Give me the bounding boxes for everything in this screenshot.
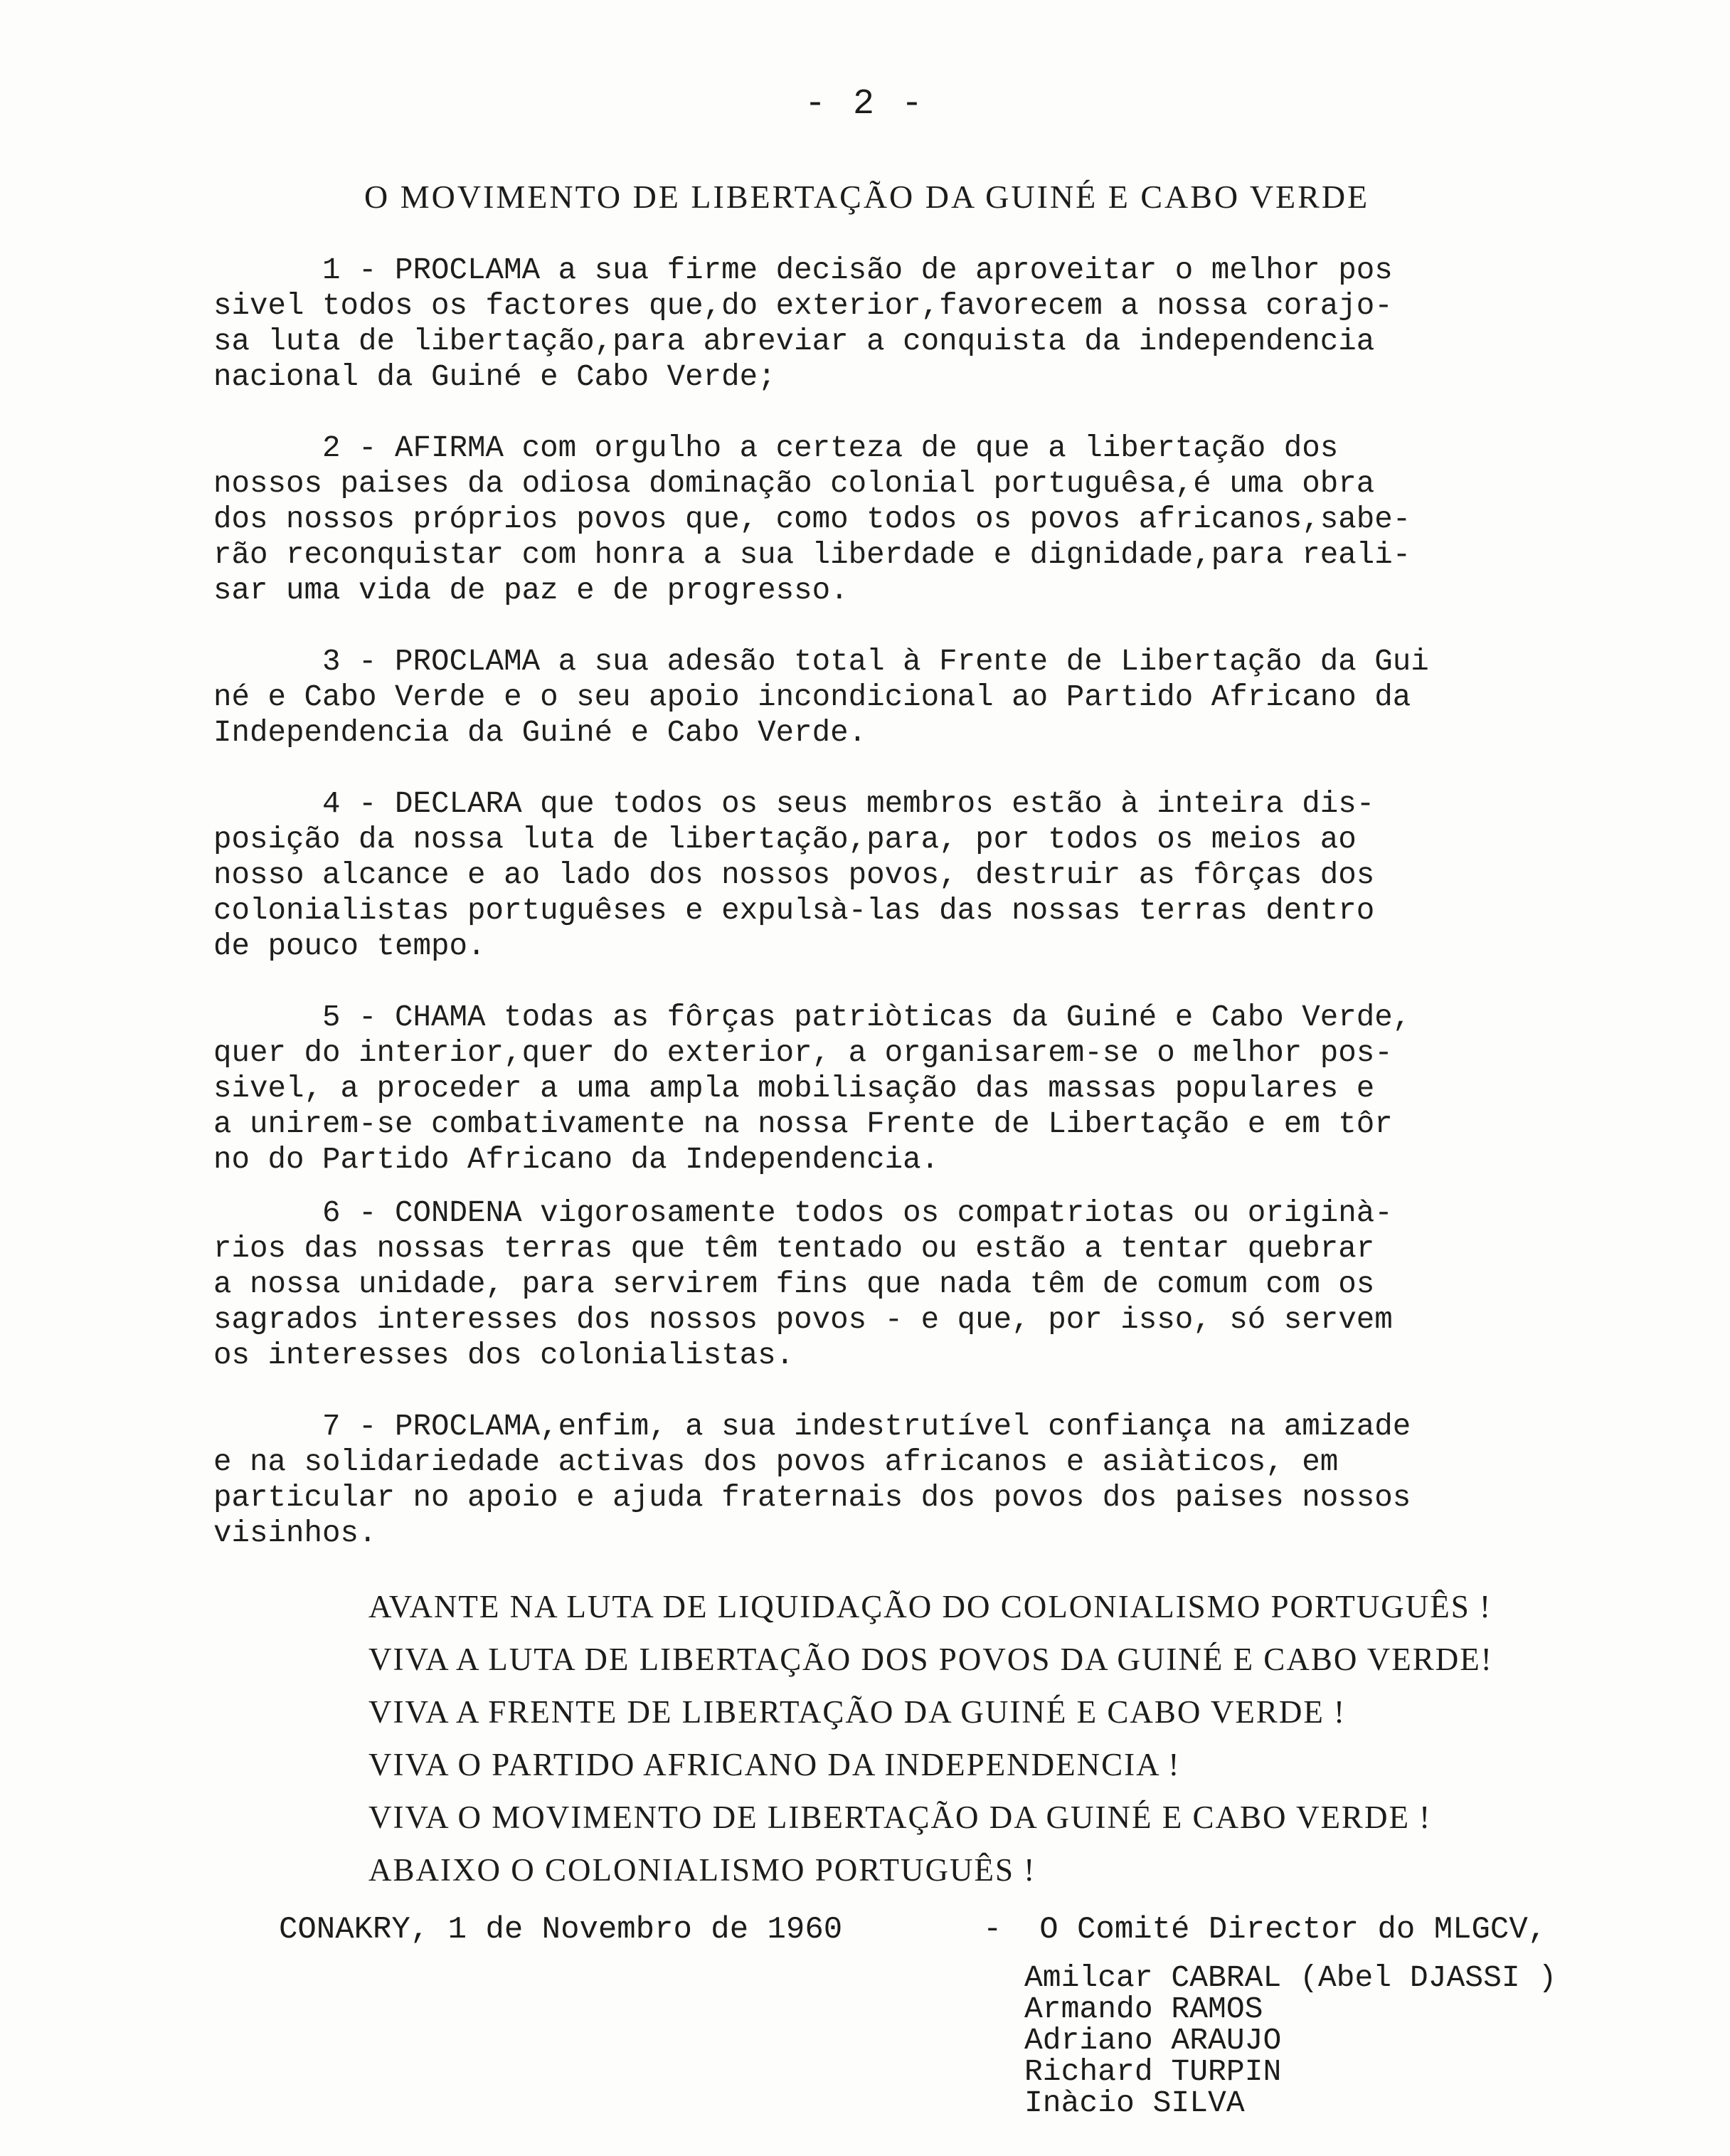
- paragraph-2: 2 - AFIRMA com orgulho a certeza de que a libertação dos nossos paises da odiosa dominação colonial portuguêsa,é uma obra dos nossos próprios povos que, como todos os povos africanos,sabe- rão reconquistar com honra a sua liberdade e dignidade,para reali- sar uma vida de paz e de progresso.: [213, 431, 1411, 608]
- document-title: O MOVIMENTO DE LIBERTAÇÃO DA GUINÉ E CABO VERDE: [364, 179, 1370, 215]
- page-number: - 2 -: [804, 84, 926, 125]
- paragraph-4: 4 - DECLARA que todos os seus membros estão à inteira dis- posição da nossa luta de libertação,para, por todos os meios ao nosso alcance e ao lado dos nossos povos, destruir as fôrças dos colonialistas portuguêses e expulsà-las das nossas terras dentro de pouco tempo.: [213, 787, 1375, 963]
- paragraph-7: 7 - PROCLAMA,enfim, a sua indestrutível confiança na amizade e na solidariedade activas dos povos africanos e asiàticos, em particular no apoio e ajuda fraternais dos povos dos paises nossos visinhos.: [213, 1410, 1411, 1550]
- signatory: Inàcio SILVA: [1024, 2086, 1245, 2120]
- signature-heading: - O Comité Director do MLGCV,: [983, 1912, 1547, 1948]
- slogan: ABAIXO O COLONIALISMO PORTUGUÊS !: [368, 1852, 1036, 1888]
- paragraph-5: 5 - CHAMA todas as fôrças patriòticas da Guiné e Cabo Verde, quer do interior,quer do exterior, a organisarem-se o melhor pos- sivel, a proceder a uma ampla mobilisação das massas populares e a unirem-se combativamente na nossa Frente de Libertação e em tôr no do Partido Africano da Independencia.: [213, 1000, 1411, 1177]
- place-and-date: CONAKRY, 1 de Novembro de 1960: [279, 1912, 843, 1948]
- slogan: VIVA A FRENTE DE LIBERTAÇÃO DA GUINÉ E CABO VERDE !: [368, 1694, 1347, 1730]
- signatory: Adriano ARAUJO: [1024, 2023, 1282, 2058]
- slogan: VIVA O MOVIMENTO DE LIBERTAÇÃO DA GUINÉ E CABO VERDE !: [368, 1800, 1432, 1835]
- signatory: Richard TURPIN: [1024, 2054, 1282, 2089]
- paragraph-3: 3 - PROCLAMA a sua adesão total à Frente de Libertação da Gui né e Cabo Verde e o seu apoio incondicional ao Partido Africano da Independencia da Guiné e Cabo Verde.: [213, 645, 1429, 750]
- slogan: VIVA O PARTIDO AFRICANO DA INDEPENDENCIA !: [368, 1747, 1181, 1782]
- slogan: VIVA A LUTA DE LIBERTAÇÃO DOS POVOS DA GUINÉ E CABO VERDE!: [368, 1642, 1493, 1677]
- slogans-list: [368, 1585, 1493, 1901]
- paragraph-1: 1 - PROCLAMA a sua firme decisão de aproveitar o melhor pos sivel todos os factores que,do exterior,favorecem a nossa corajo- sa luta de libertação,para abreviar a conquista da independencia nacional da Guiné e Cabo Verde;: [213, 253, 1393, 394]
- signatories-list: [1024, 1962, 1556, 2119]
- paragraph-6: 6 - CONDENA vigorosamente todos os compatriotas ou originà- rios das nossas terras que têm tentado ou estão a tentar quebrar a nossa unidade, para servirem fins que nada têm de comum com os sagrados interesses dos nossos povos - e que, por isso, só servem os interesses dos colonialistas.: [213, 1196, 1393, 1373]
- signatory: Armando RAMOS: [1024, 1992, 1263, 2026]
- signatory: Amilcar CABRAL (Abel DJASSI ): [1024, 1960, 1557, 1995]
- slogan: AVANTE NA LUTA DE LIQUIDAÇÃO DO COLONIALISMO PORTUGUÊS !: [368, 1589, 1492, 1624]
